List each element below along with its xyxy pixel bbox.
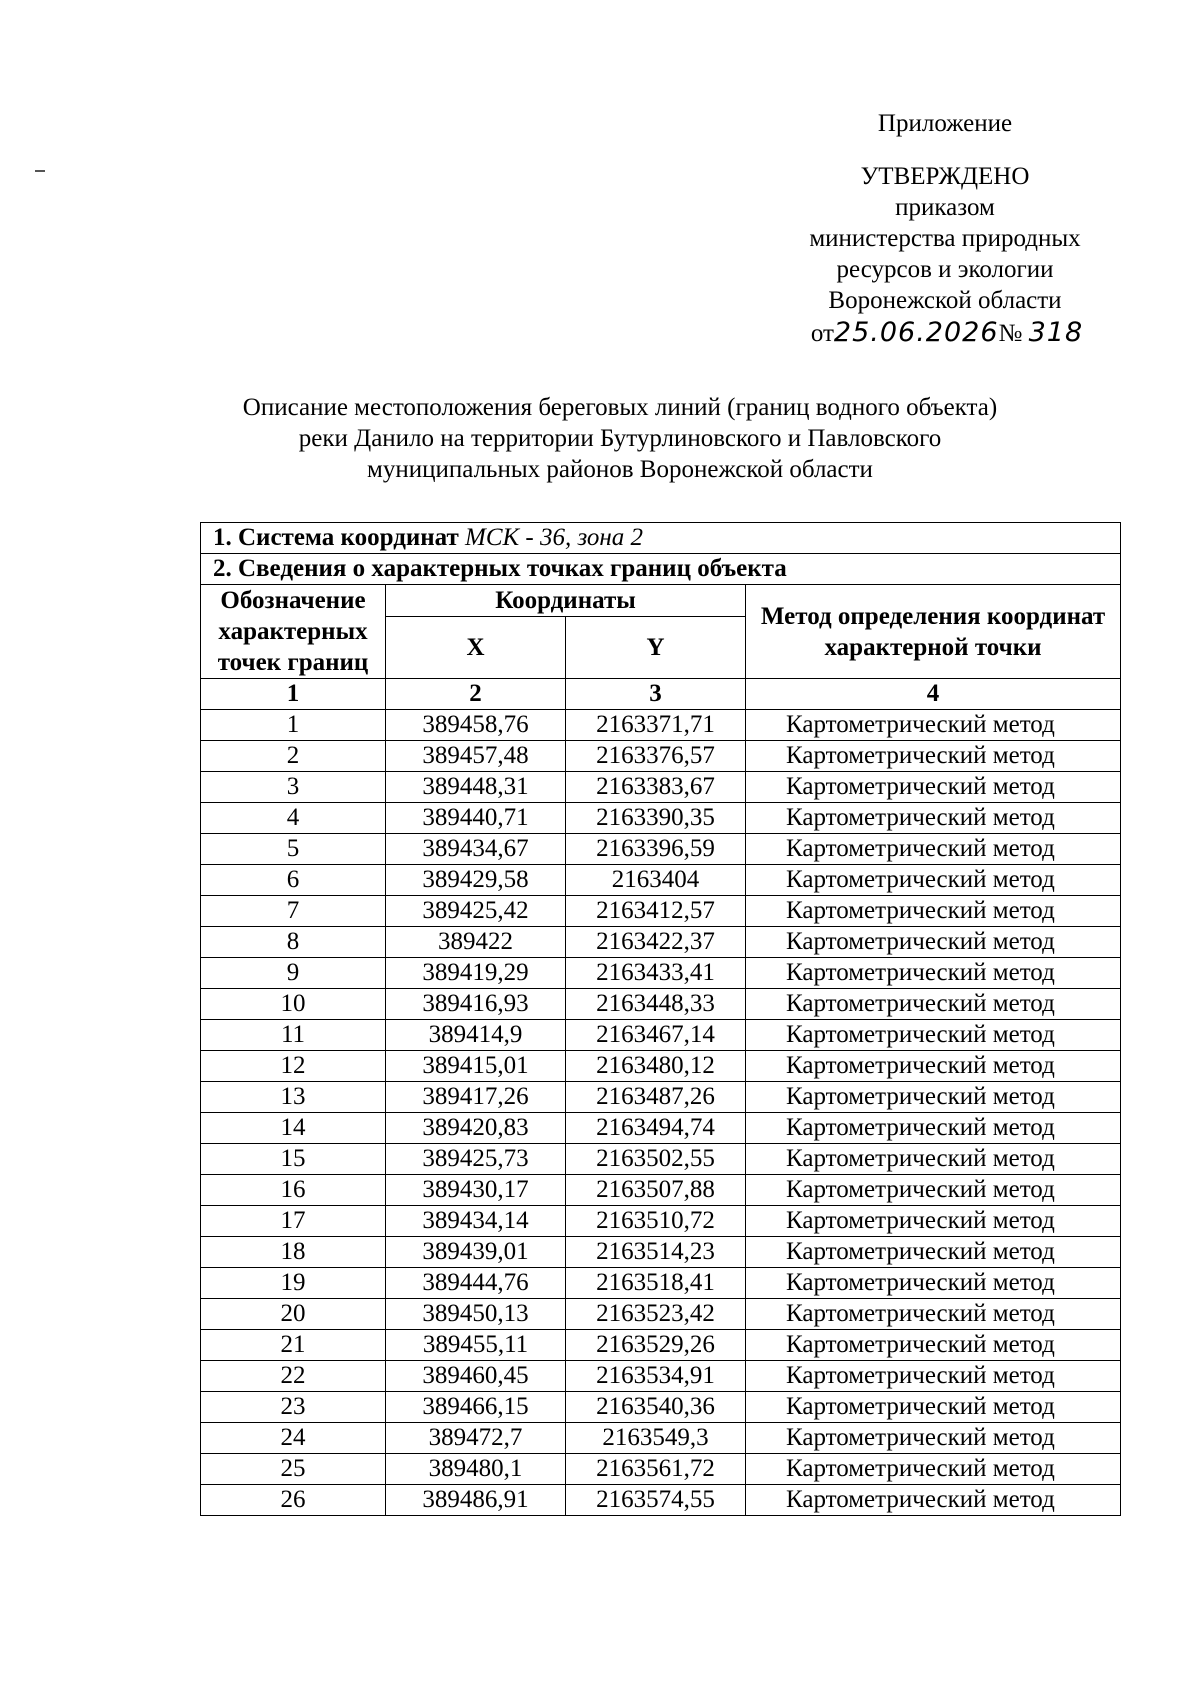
x-value: 389466,15 (386, 1392, 566, 1423)
table-row (201, 1330, 1121, 1361)
x-value: 389415,01 (386, 1051, 566, 1082)
x-value: 389458,76 (386, 710, 566, 741)
method-value: Картометрический метод (746, 865, 1121, 896)
approval-line-4: Воронежской области (828, 287, 1062, 314)
order-date-line (782, 316, 1112, 351)
x-value: 389439,01 (386, 1237, 566, 1268)
point-number: 2 (201, 741, 386, 772)
point-number: 11 (201, 1020, 386, 1051)
point-number: 14 (201, 1113, 386, 1144)
x-value: 389430,17 (386, 1175, 566, 1206)
x-value: 389486,91 (386, 1485, 566, 1516)
x-value: 389425,73 (386, 1144, 566, 1175)
point-number: 15 (201, 1144, 386, 1175)
x-value: 389419,29 (386, 958, 566, 989)
method-value: Картометрический метод (746, 1268, 1121, 1299)
points-row (201, 554, 1121, 585)
x-value: 389429,58 (386, 865, 566, 896)
point-number: 23 (201, 1392, 386, 1423)
y-value: 2163574,55 (566, 1485, 746, 1516)
y-value: 2163390,35 (566, 803, 746, 834)
col-num-3: 3 (566, 679, 746, 710)
table-row (201, 772, 1121, 803)
table-row (201, 741, 1121, 772)
x-value: 389434,67 (386, 834, 566, 865)
y-value: 2163412,57 (566, 896, 746, 927)
method-value: Картометрический метод (746, 1330, 1121, 1361)
title-line-3: муниципальных районов Воронежской области (367, 456, 873, 483)
x-value: 389422 (386, 927, 566, 958)
table-row (201, 834, 1121, 865)
col-coords-header: Координаты (386, 585, 746, 617)
y-value: 2163376,57 (566, 741, 746, 772)
table-row (201, 1113, 1121, 1144)
y-value: 2163561,72 (566, 1454, 746, 1485)
point-number: 12 (201, 1051, 386, 1082)
table-row (201, 1485, 1121, 1516)
x-value: 389472,7 (386, 1423, 566, 1454)
x-value: 389444,76 (386, 1268, 566, 1299)
y-value: 2163396,59 (566, 834, 746, 865)
y-value: 2163467,14 (566, 1020, 746, 1051)
method-value: Картометрический метод (746, 1361, 1121, 1392)
method-value: Картометрический метод (746, 1144, 1121, 1175)
method-value: Картометрический метод (746, 772, 1121, 803)
x-value: 389434,14 (386, 1206, 566, 1237)
method-value: Картометрический метод (746, 1485, 1121, 1516)
y-value: 2163502,55 (566, 1144, 746, 1175)
header-row-1 (201, 585, 1121, 617)
method-value: Картометрический метод (746, 927, 1121, 958)
point-number: 20 (201, 1299, 386, 1330)
method-value: Картометрический метод (746, 1206, 1121, 1237)
title-line-2: реки Данило на территории Бутурлиновского и Павловского (298, 425, 942, 452)
table-row (201, 958, 1121, 989)
col-y-header: Y (566, 617, 746, 679)
system-value: МСК - 36, зона 2 (465, 524, 644, 551)
table-row (201, 1020, 1121, 1051)
x-value: 389450,13 (386, 1299, 566, 1330)
method-value: Картометрический метод (746, 1392, 1121, 1423)
table-row (201, 803, 1121, 834)
approval-line-3: ресурсов и экологии (836, 256, 1054, 283)
point-number: 18 (201, 1237, 386, 1268)
table-row (201, 1175, 1121, 1206)
table-row (201, 1392, 1121, 1423)
scan-mark (35, 170, 45, 172)
method-value: Картометрический метод (746, 1454, 1121, 1485)
y-value: 2163534,91 (566, 1361, 746, 1392)
approval-line-2: министерства природных (809, 225, 1081, 252)
table-row (201, 1361, 1121, 1392)
table-row (201, 1206, 1121, 1237)
point-number: 13 (201, 1082, 386, 1113)
coordinate-system-cell (201, 523, 1121, 554)
table-row (201, 1454, 1121, 1485)
method-value: Картометрический метод (746, 1082, 1121, 1113)
x-value: 389480,1 (386, 1454, 566, 1485)
number-row (201, 679, 1121, 710)
point-number: 17 (201, 1206, 386, 1237)
system-row (201, 523, 1121, 554)
method-value: Картометрический метод (746, 1175, 1121, 1206)
y-value: 2163480,12 (566, 1051, 746, 1082)
point-number: 3 (201, 772, 386, 803)
col-point-header: Обозначение характерных точек границ (201, 585, 386, 679)
point-number: 1 (201, 710, 386, 741)
y-value: 2163448,33 (566, 989, 746, 1020)
x-value: 389425,42 (386, 896, 566, 927)
point-number: 24 (201, 1423, 386, 1454)
point-number: 19 (201, 1268, 386, 1299)
x-value: 389414,9 (386, 1020, 566, 1051)
method-value: Картометрический метод (746, 1237, 1121, 1268)
x-value: 389417,26 (386, 1082, 566, 1113)
table-row (201, 989, 1121, 1020)
y-value: 2163494,74 (566, 1113, 746, 1144)
table-row (201, 1423, 1121, 1454)
approved-label: УТВЕРЖДЕНО (860, 163, 1030, 190)
x-value: 389416,93 (386, 989, 566, 1020)
order-date: 25.06.2026 (833, 317, 999, 348)
method-value: Картометрический метод (746, 989, 1121, 1020)
point-number: 6 (201, 865, 386, 896)
order-number: 318 (1028, 317, 1084, 348)
y-value: 2163514,23 (566, 1237, 746, 1268)
y-value: 2163371,71 (566, 710, 746, 741)
points-label: 2. Сведения о характерных точках границ объекта (201, 554, 1121, 585)
point-number: 4 (201, 803, 386, 834)
x-value: 389460,45 (386, 1361, 566, 1392)
method-value: Картометрический метод (746, 834, 1121, 865)
table-row (201, 896, 1121, 927)
col-x-header: X (386, 617, 566, 679)
date-prefix: от (810, 320, 834, 347)
point-number: 10 (201, 989, 386, 1020)
method-value: Картометрический метод (746, 710, 1121, 741)
point-number: 9 (201, 958, 386, 989)
table-row (201, 1268, 1121, 1299)
title-line-1: Описание местоположения береговых линий (границ водного объекта) (242, 394, 998, 421)
y-value: 2163529,26 (566, 1330, 746, 1361)
table-row (201, 927, 1121, 958)
point-number: 16 (201, 1175, 386, 1206)
y-value: 2163507,88 (566, 1175, 746, 1206)
appendix-label: Приложение (877, 110, 1013, 137)
point-number: 21 (201, 1330, 386, 1361)
col-method-header: Метод определения координат характерной точки (746, 585, 1121, 679)
y-value: 2163383,67 (566, 772, 746, 803)
coordinates-table (200, 522, 1121, 1516)
number-prefix: № (998, 320, 1023, 347)
method-value: Картометрический метод (746, 741, 1121, 772)
point-number: 7 (201, 896, 386, 927)
table-row (201, 1144, 1121, 1175)
y-value: 2163549,3 (566, 1423, 746, 1454)
y-value: 2163487,26 (566, 1082, 746, 1113)
table-row (201, 1051, 1121, 1082)
y-value: 2163404 (566, 865, 746, 896)
point-number: 22 (201, 1361, 386, 1392)
approval-block (780, 108, 1110, 351)
point-number: 25 (201, 1454, 386, 1485)
method-value: Картометрический метод (746, 1020, 1121, 1051)
col-num-4: 4 (746, 679, 1121, 710)
system-label: 1. Система координат (213, 524, 459, 551)
y-value: 2163422,37 (566, 927, 746, 958)
table-row (201, 710, 1121, 741)
col-num-2: 2 (386, 679, 566, 710)
x-value: 389457,48 (386, 741, 566, 772)
x-value: 389420,83 (386, 1113, 566, 1144)
col-num-1: 1 (201, 679, 386, 710)
x-value: 389448,31 (386, 772, 566, 803)
method-value: Картометрический метод (746, 1299, 1121, 1330)
table-row (201, 1299, 1121, 1330)
x-value: 389455,11 (386, 1330, 566, 1361)
method-value: Картометрический метод (746, 1051, 1121, 1082)
x-value: 389440,71 (386, 803, 566, 834)
y-value: 2163510,72 (566, 1206, 746, 1237)
point-number: 5 (201, 834, 386, 865)
approval-line-1: приказом (895, 194, 995, 221)
table-row (201, 1082, 1121, 1113)
y-value: 2163523,42 (566, 1299, 746, 1330)
method-value: Картометрический метод (746, 1113, 1121, 1144)
method-value: Картометрический метод (746, 803, 1121, 834)
y-value: 2163518,41 (566, 1268, 746, 1299)
point-number: 26 (201, 1485, 386, 1516)
table-row (201, 865, 1121, 896)
method-value: Картометрический метод (746, 1423, 1121, 1454)
table-row (201, 1237, 1121, 1268)
method-value: Картометрический метод (746, 896, 1121, 927)
point-number: 8 (201, 927, 386, 958)
document-title (210, 392, 1030, 485)
y-value: 2163433,41 (566, 958, 746, 989)
method-value: Картометрический метод (746, 958, 1121, 989)
y-value: 2163540,36 (566, 1392, 746, 1423)
